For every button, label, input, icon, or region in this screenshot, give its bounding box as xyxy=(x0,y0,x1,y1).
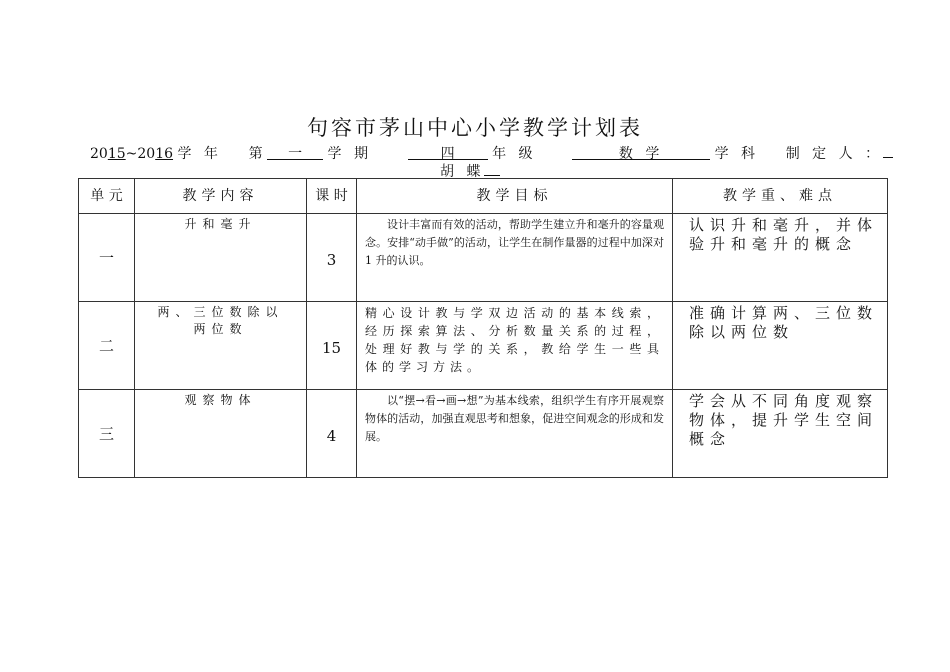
year-end: 16 xyxy=(155,146,174,162)
maker-value: 胡 蝶 xyxy=(440,164,485,180)
header-goal: 教学目标 xyxy=(357,179,673,214)
grade-value: 四 xyxy=(440,146,455,162)
hours-cell: 4 xyxy=(307,390,357,478)
content-cell: 升和毫升 xyxy=(135,214,307,302)
subject-field xyxy=(572,145,710,160)
year-prefix: 20 xyxy=(90,146,108,162)
content-cell: 观察物体 xyxy=(135,390,307,478)
plan-table xyxy=(78,178,888,478)
goal-cell: 以“摆→看→画→想”为基本线索，组织学生有序开展观察物体的活动，加强直观思考和想象，促进空间观念的形成和发展。 xyxy=(357,390,673,478)
key-cell: 准确计算两、三位数除以两位数 xyxy=(673,302,888,390)
hours-cell: 3 xyxy=(307,214,357,302)
grade-label: 年 级 xyxy=(492,146,537,162)
table-header-row xyxy=(79,179,888,214)
table-row xyxy=(79,302,888,390)
info-line xyxy=(90,143,884,163)
term-field xyxy=(267,145,323,160)
key-cell: 学会从不同角度观察物体，提升学生空间概念 xyxy=(673,390,888,478)
header-content: 教学内容 xyxy=(135,179,307,214)
term-prefix: 第 xyxy=(248,146,263,162)
page-title: 句容市茅山中心小学教学计划表 xyxy=(307,116,643,140)
term-label: 学 期 xyxy=(327,146,372,162)
maker-label: 制 定 人 ： xyxy=(785,146,884,162)
grade-field xyxy=(408,145,488,160)
content-cell: 两、三位数除以两位数 xyxy=(135,302,307,390)
goal-cell: 设计丰富而有效的活动，帮助学生建立升和毫升的容量观念。安排“动手做”的活动，让学生在制作量器的过程中加深对 1 升的认识。 xyxy=(357,214,673,302)
unit-cell: 三 xyxy=(79,390,135,478)
subject-value: 数 学 xyxy=(618,146,664,162)
key-cell: 认识升和毫升，并体验升和毫升的概念 xyxy=(673,214,888,302)
maker-underline xyxy=(484,161,500,176)
header-key: 教学重、难点 xyxy=(673,179,888,214)
unit-cell: 一 xyxy=(79,214,135,302)
subject-label: 学 科 xyxy=(714,146,760,162)
hours-cell: 15 xyxy=(307,302,357,390)
term-value: 一 xyxy=(288,146,303,162)
year-mid: ~20 xyxy=(125,146,156,162)
unit-cell: 二 xyxy=(79,302,135,390)
year-label: 学 年 xyxy=(177,146,222,162)
goal-cell: 精心设计教与学双边活动的基本线索，经历探索算法、分析数量关系的过程，处理好教与学的关系，教给学生一些具体的学习方法。 xyxy=(357,302,673,390)
header-unit: 单 元 xyxy=(79,179,135,214)
table-row xyxy=(79,214,888,302)
table-row xyxy=(79,390,888,478)
year-start: 15 xyxy=(107,146,126,162)
maker-fill xyxy=(883,143,893,158)
header-hours: 课 时 xyxy=(307,179,357,214)
